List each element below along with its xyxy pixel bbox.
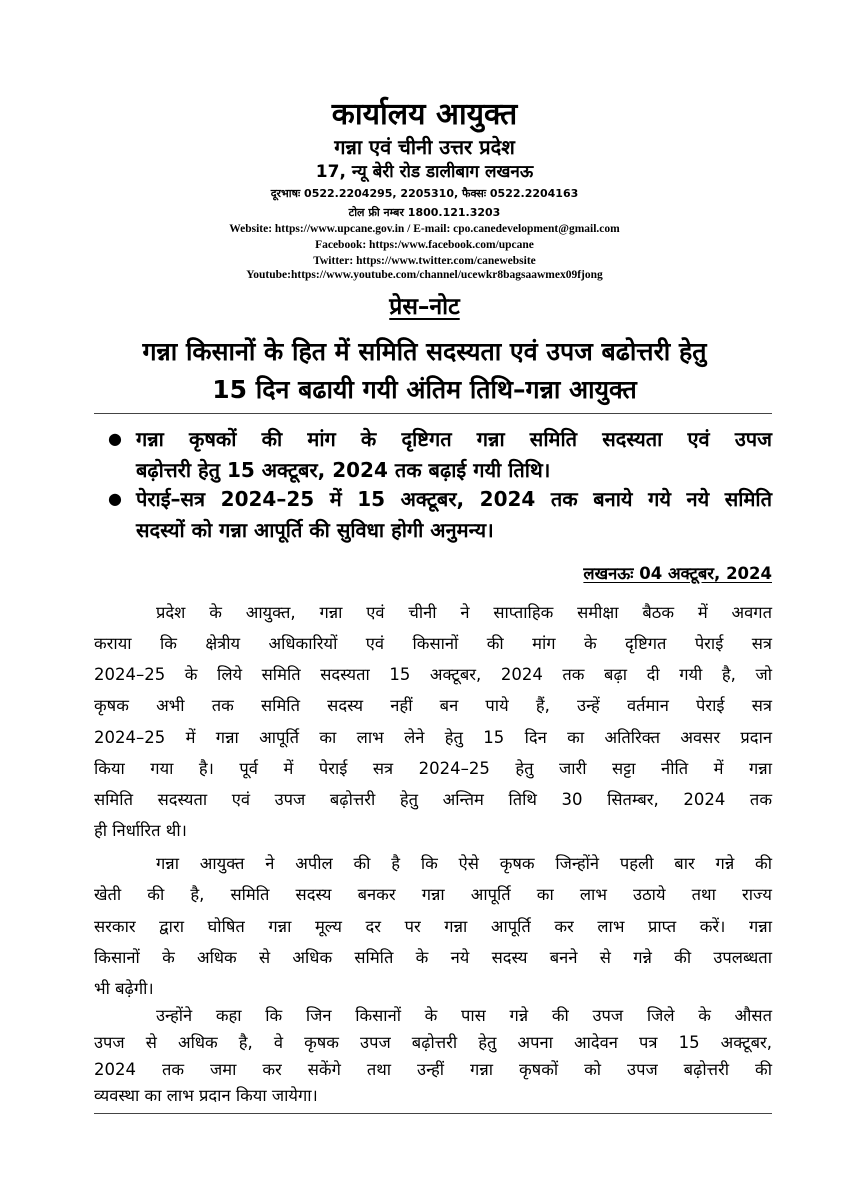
top-divider: [94, 413, 772, 414]
bullet-2-icon: ●: [108, 489, 122, 508]
phone-fax-line: दूरभाषः 0522.2204295, 2205310, फैक्सः 0522.2204163: [270, 187, 579, 200]
press-note-label: [0, 291, 849, 323]
bullet-2-line-2: सदस्यों को गन्ना आपूर्ति की सुविधा होगी अनुमन्य।: [136, 518, 494, 542]
para-3-line: व्यवस्था का लाभ प्रदान किया जायेगा।: [94, 1086, 318, 1105]
para-3-line: उपज से अधिक है, वे कृषक उपज बढ़ोत्तरी हेतु अपना आदेवन पत्र 15 अक्टूबर,: [94, 1033, 772, 1052]
para-1-line: कराया कि क्षेत्रीय अधिकारियों एवं किसानों की मांग के दृष्टिगत पेराई सत्र: [94, 634, 772, 653]
press-note-label-text: प्रेस–नोट: [389, 294, 460, 320]
tollfree-line: टोल फ्री नम्बर 1800.121.3203: [348, 206, 501, 219]
para-1-line: 2024–25 के लिये समिति सदस्यता 15 अक्टूबर, 2024 तक बढ़ा दी गयी है, जो: [94, 665, 772, 684]
facebook-line: Facebook: https:/www.facebook.com/upcane: [315, 239, 534, 251]
para-2-line: सरकार द्वारा घोषित गन्ना मूल्य दर पर गन्ना आपूर्ति कर लाभ प्राप्त करें। गन्ना: [94, 917, 772, 936]
youtube-line: Youtube:https://www.youtube.com/channel/ucewkr8bagsaawmex09fjong: [246, 269, 603, 281]
headline-line-1: गन्ना किसानों के हित में समिति सदस्यता एवं उपज बढोत्तरी हेतु: [142, 337, 707, 366]
para-1-line: किया गया है। पूर्व में पेराई सत्र 2024–25 हेतु जारी सट्टा नीति में गन्ना: [94, 759, 772, 778]
bullet-1-icon: ●: [108, 429, 122, 448]
para-2-line: खेती की है, समिति सदस्य बनकर गन्ना आपूर्ति का लाभ उठाये तथा राज्य: [94, 885, 772, 904]
para-1-line: ही निर्धारित थी।: [94, 821, 187, 840]
para-3-line: उन्होंने कहा कि जिन किसानों के पास गन्ने की उपज जिले के औसत: [156, 1006, 772, 1025]
headline-line-2: 15 दिन बढायी गयी अंतिम तिथि–गन्ना आयुक्त: [212, 375, 637, 404]
para-1-line: समिति सदस्यता एवं उपज बढ़ोत्तरी हेतु अन्तिम तिथि 30 सितम्बर, 2024 तक: [94, 790, 772, 809]
para-2-line: किसानों के अधिक से अधिक समिति के नये सदस्य बनने से गन्ने की उपलब्धता: [94, 948, 772, 967]
website-email-line: Website: https://www.upcane.gov.in / E-mail: cpo.canedevelopment@gmail.com: [229, 223, 620, 235]
twitter-line: Twitter: https://www.twitter.com/canewebsite: [313, 255, 536, 267]
bullet-1-line-2: बढ़ोत्तरी हेतु 15 अक्टूबर, 2024 तक बढ़ाई गयी तिथि।: [136, 458, 551, 482]
bullet-1-line-1: गन्ना कृषकों की मांग के दृष्टिगत गन्ना समिति सदस्यता एवं उपज: [136, 427, 772, 451]
para-3-line: 2024 तक जमा कर सकेंगे तथा उन्हीं गन्ना कृषकों को उपज बढ़ोत्तरी की: [94, 1060, 772, 1079]
para-1-line: प्रदेश के आयुक्त, गन्ना एवं चीनी ने साप्ताहिक समीक्षा बैठक में अवगत: [156, 603, 772, 622]
para-2-line: गन्ना आयुक्त ने अपील की है कि ऐसे कृषक जिन्होंने पहली बार गन्ने की: [156, 854, 772, 873]
para-1-line: 2024–25 में गन्ना आपूर्ति का लाभ लेने हेतु 15 दिन का अतिरिक्त अवसर प्रदान: [94, 728, 772, 747]
office-subtitle: गन्ना एवं चीनी उत्तर प्रदेश: [334, 135, 515, 159]
bullet-2-line-1: पेराई–सत्र 2024–25 में 15 अक्टूबर, 2024 तक बनाये गये नये समिति: [136, 487, 772, 511]
para-2-line: भी बढ़ेगी।: [94, 979, 154, 998]
office-title: कार्यालय आयुक्त: [331, 97, 518, 132]
para-1-line: कृषक अभी तक समिति सदस्य नहीं बन पाये हैं, उन्हें वर्तमान पेराई सत्र: [94, 696, 772, 715]
bottom-divider: [94, 1113, 772, 1114]
office-address: 17, न्यू बेरी रोड डालीबाग लखनऊ: [315, 162, 534, 182]
dateline: लखनऊः 04 अक्टूबर, 2024: [583, 564, 772, 583]
